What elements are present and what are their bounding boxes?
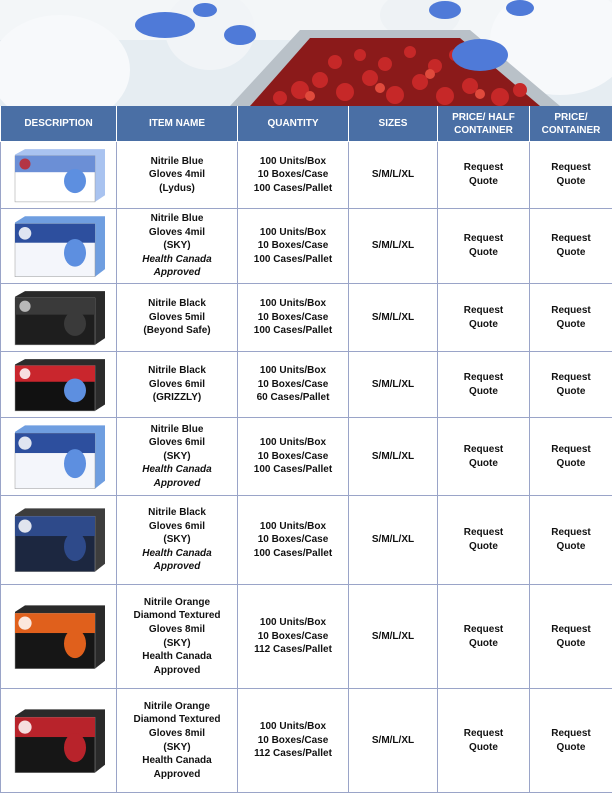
- price-container-cell: [530, 689, 612, 793]
- request-quote-text: Quote: [557, 458, 586, 469]
- request-quote-text: Request: [551, 305, 590, 316]
- request-quote-text: Quote: [557, 176, 586, 187]
- product-table: [0, 106, 612, 793]
- sizes-cell: S/M/L/XL: [349, 418, 438, 496]
- quantity-line: 10 Boxes/Case: [258, 240, 329, 251]
- table-row: [1, 689, 612, 793]
- quantity-cell: [238, 689, 349, 793]
- request-quote-text: Request: [464, 527, 503, 538]
- glove-box-image: [11, 604, 107, 670]
- item-name-line: Gloves 6mil: [149, 437, 205, 448]
- price-container-cell: [530, 284, 612, 352]
- request-quote-text: Request: [551, 527, 590, 538]
- request-quote-text: Quote: [469, 742, 498, 753]
- quantity-line: 100 Cases/Pallet: [254, 325, 332, 336]
- request-quote-text: Quote: [469, 458, 498, 469]
- sizes-cell: S/M/L/XL: [349, 689, 438, 793]
- quantity-line: 100 Units/Box: [260, 721, 326, 732]
- item-name-line: Nitrile Black: [148, 507, 206, 518]
- request-quote-text: Quote: [469, 638, 498, 649]
- item-name-line: Gloves 4mil: [149, 227, 205, 238]
- quantity-cell: [238, 284, 349, 352]
- request-quote-text: Request: [551, 372, 590, 383]
- quantity-cell: [238, 585, 349, 689]
- table-row: [1, 496, 612, 585]
- item-name-line: Diamond Textured: [133, 610, 220, 621]
- item-name-line: Gloves 5mil: [149, 312, 205, 323]
- price-half-container-cell: [438, 585, 530, 689]
- item-name-line: Gloves 6mil: [149, 379, 205, 390]
- banner-illustration: [0, 0, 612, 106]
- item-name-line: Nitrile Orange: [144, 597, 210, 608]
- quantity-line: 100 Units/Box: [260, 156, 326, 167]
- quantity-cell: [238, 418, 349, 496]
- request-quote-text: Request: [464, 728, 503, 739]
- price-container-cell: [530, 209, 612, 284]
- approval-line: Health Canada: [142, 548, 211, 559]
- item-name-cell: [117, 352, 238, 418]
- request-quote-text: Request: [464, 444, 503, 455]
- approval-line: Health Canada: [142, 464, 211, 475]
- quantity-line: 10 Boxes/Case: [258, 379, 329, 390]
- product-image-cell: [1, 284, 117, 352]
- quantity-line: 100 Units/Box: [260, 521, 326, 532]
- request-quote-text: Request: [551, 624, 590, 635]
- sizes-cell: S/M/L/XL: [349, 284, 438, 352]
- quantity-line: 100 Units/Box: [260, 365, 326, 376]
- request-quote-text: Quote: [557, 386, 586, 397]
- request-quote-text: Quote: [557, 742, 586, 753]
- price-half-label-line2: CONTAINER: [454, 125, 513, 136]
- glove-box-image: [11, 148, 107, 203]
- col-description: DESCRIPTION: [1, 106, 117, 142]
- col-price-container: [530, 106, 612, 142]
- glove-box-image: [11, 708, 107, 774]
- request-quote-text: Request: [464, 233, 503, 244]
- quantity-cell: [238, 142, 349, 209]
- quantity-line: 112 Cases/Pallet: [254, 748, 332, 759]
- item-name-line: (GRIZZLY): [153, 392, 202, 403]
- product-image-cell: [1, 689, 117, 793]
- request-quote-text: Request: [551, 233, 590, 244]
- item-name-line: Gloves 6mil: [149, 521, 205, 532]
- item-name-cell: [117, 142, 238, 209]
- col-quantity: QUANTITY: [238, 106, 349, 142]
- item-name-line: (SKY): [163, 451, 190, 462]
- approval-line: Approved: [154, 267, 201, 278]
- quantity-cell: [238, 496, 349, 585]
- table-row: [1, 418, 612, 496]
- product-image-cell: [1, 496, 117, 585]
- glove-box-image: [11, 215, 107, 278]
- item-name-cell: [117, 585, 238, 689]
- sizes-cell: S/M/L/XL: [349, 209, 438, 284]
- item-name-line: (SKY): [163, 638, 190, 649]
- item-name-line: (SKY): [163, 742, 190, 753]
- col-item-name: ITEM NAME: [117, 106, 238, 142]
- price-full-label-line2: CONTAINER: [542, 125, 601, 136]
- item-name-line: Nitrile Blue: [151, 156, 204, 167]
- price-full-label-line1: PRICE/: [554, 112, 587, 123]
- col-price-half-container: [438, 106, 530, 142]
- quantity-line: 10 Boxes/Case: [258, 312, 329, 323]
- banner-photo: [0, 0, 612, 106]
- quantity-line: 100 Units/Box: [260, 617, 326, 628]
- quantity-line: 112 Cases/Pallet: [254, 644, 332, 655]
- approval-line: Health Canada: [142, 254, 211, 265]
- quantity-line: 60 Cases/Pallet: [257, 392, 330, 403]
- price-half-container-cell: [438, 209, 530, 284]
- table-row: [1, 585, 612, 689]
- approval-line: Approved: [154, 665, 201, 676]
- glove-box-image: [11, 290, 107, 346]
- price-half-container-cell: [438, 689, 530, 793]
- product-image-cell: [1, 352, 117, 418]
- quantity-line: 10 Boxes/Case: [258, 534, 329, 545]
- quantity-line: 10 Boxes/Case: [258, 169, 329, 180]
- request-quote-text: Request: [464, 305, 503, 316]
- quantity-line: 10 Boxes/Case: [258, 631, 329, 642]
- item-name-cell: [117, 496, 238, 585]
- sizes-cell: S/M/L/XL: [349, 496, 438, 585]
- table-row: [1, 352, 612, 418]
- item-name-line: (SKY): [163, 534, 190, 545]
- price-container-cell: [530, 142, 612, 209]
- item-name-line: Gloves 4mil: [149, 169, 205, 180]
- request-quote-text: Request: [551, 728, 590, 739]
- approval-line: Health Canada: [142, 651, 211, 662]
- request-quote-text: Quote: [557, 247, 586, 258]
- quantity-cell: [238, 209, 349, 284]
- table-row: [1, 209, 612, 284]
- price-half-label-line1: PRICE/ HALF: [452, 112, 515, 123]
- quantity-line: 100 Cases/Pallet: [254, 183, 332, 194]
- glove-box-image: [11, 424, 107, 490]
- price-half-container-cell: [438, 418, 530, 496]
- request-quote-text: Quote: [557, 541, 586, 552]
- request-quote-text: Request: [551, 162, 590, 173]
- quantity-line: 100 Units/Box: [260, 298, 326, 309]
- item-name-line: (Beyond Safe): [143, 325, 210, 336]
- quantity-line: 10 Boxes/Case: [258, 735, 329, 746]
- request-quote-text: Quote: [557, 638, 586, 649]
- approval-line: Approved: [154, 561, 201, 572]
- price-container-cell: [530, 496, 612, 585]
- item-name-cell: [117, 209, 238, 284]
- product-image-cell: [1, 209, 117, 284]
- product-image-cell: [1, 418, 117, 496]
- request-quote-text: Request: [464, 162, 503, 173]
- sizes-cell: S/M/L/XL: [349, 142, 438, 209]
- request-quote-text: Request: [464, 372, 503, 383]
- glove-box-image: [11, 358, 107, 412]
- item-name-line: (Lydus): [159, 183, 195, 194]
- quantity-line: 100 Units/Box: [260, 227, 326, 238]
- quantity-line: 100 Cases/Pallet: [254, 254, 332, 265]
- table-row: [1, 284, 612, 352]
- quantity-line: 10 Boxes/Case: [258, 451, 329, 462]
- item-name-line: Nitrile Blue: [151, 424, 204, 435]
- request-quote-text: Quote: [469, 319, 498, 330]
- approval-line: Health Canada: [142, 755, 211, 766]
- quantity-line: 100 Cases/Pallet: [254, 548, 332, 559]
- table-body: [1, 142, 612, 793]
- item-name-line: (SKY): [163, 240, 190, 251]
- glove-box-image: [11, 507, 107, 573]
- request-quote-text: Quote: [469, 247, 498, 258]
- request-quote-text: Quote: [557, 319, 586, 330]
- price-half-container-cell: [438, 142, 530, 209]
- price-half-container-cell: [438, 284, 530, 352]
- item-name-line: Gloves 8mil: [149, 728, 205, 739]
- request-quote-text: Request: [551, 444, 590, 455]
- table-row: [1, 142, 612, 209]
- item-name-line: Nitrile Black: [148, 365, 206, 376]
- price-container-cell: [530, 585, 612, 689]
- quantity-cell: [238, 352, 349, 418]
- item-name-cell: [117, 284, 238, 352]
- price-container-cell: [530, 418, 612, 496]
- col-sizes: SIZES: [349, 106, 438, 142]
- item-name-line: Diamond Textured: [133, 714, 220, 725]
- product-image-cell: [1, 585, 117, 689]
- request-quote-text: Request: [464, 624, 503, 635]
- request-quote-text: Quote: [469, 176, 498, 187]
- item-name-line: Nitrile Blue: [151, 213, 204, 224]
- request-quote-text: Quote: [469, 541, 498, 552]
- price-container-cell: [530, 352, 612, 418]
- approval-line: Approved: [154, 769, 201, 780]
- item-name-cell: [117, 689, 238, 793]
- sizes-cell: S/M/L/XL: [349, 352, 438, 418]
- item-name-line: Nitrile Orange: [144, 701, 210, 712]
- item-name-line: Gloves 8mil: [149, 624, 205, 635]
- price-half-container-cell: [438, 496, 530, 585]
- price-half-container-cell: [438, 352, 530, 418]
- quantity-line: 100 Cases/Pallet: [254, 464, 332, 475]
- table-header-row: [1, 106, 612, 142]
- sizes-cell: S/M/L/XL: [349, 585, 438, 689]
- item-name-cell: [117, 418, 238, 496]
- item-name-line: Nitrile Black: [148, 298, 206, 309]
- request-quote-text: Quote: [469, 386, 498, 397]
- approval-line: Approved: [154, 478, 201, 489]
- quantity-line: 100 Units/Box: [260, 437, 326, 448]
- product-image-cell: [1, 142, 117, 209]
